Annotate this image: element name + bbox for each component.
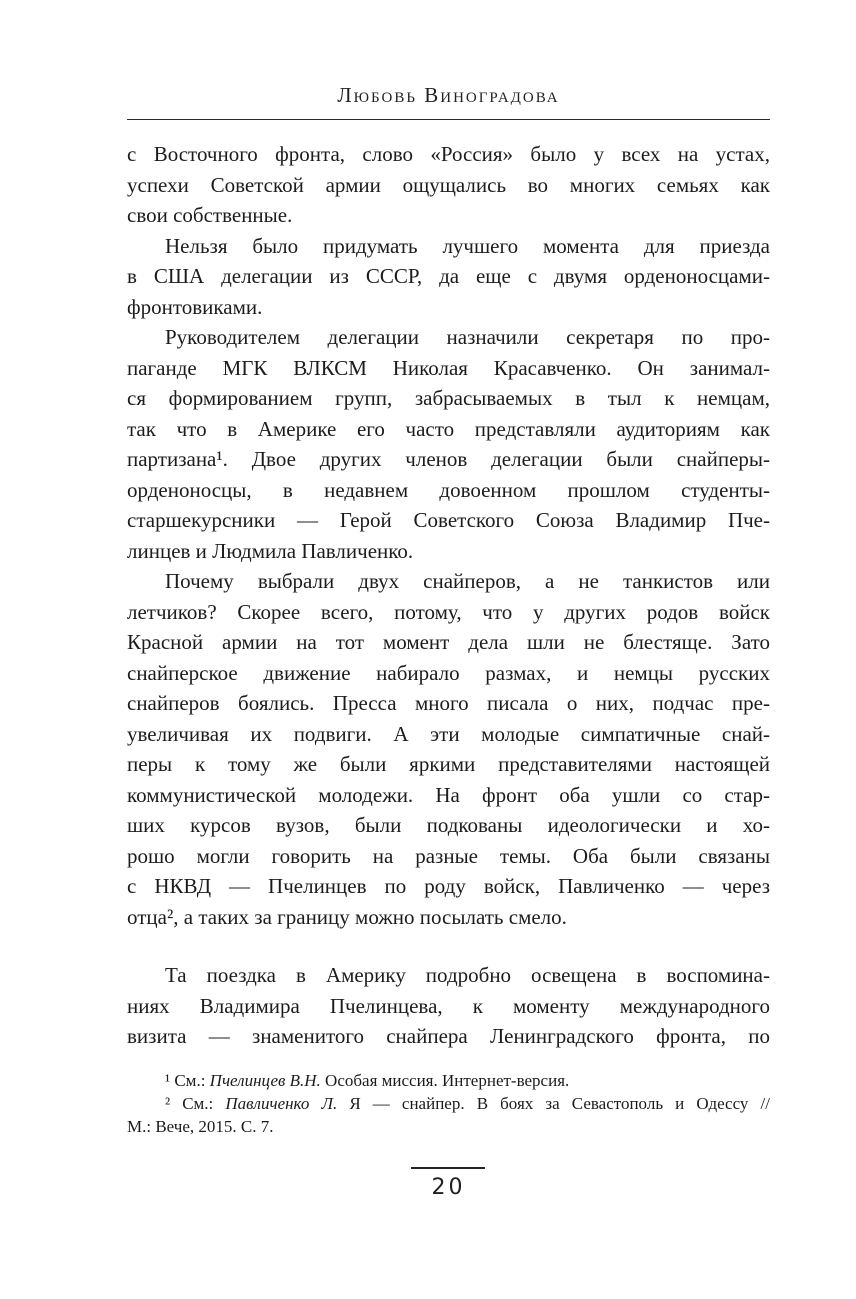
paragraph: [127, 960, 770, 1052]
text-line: рошо могли говорить на разные темы. Оба были связаны: [127, 843, 770, 868]
text-line: визита — знаменитого снайпера Ленинградского фронта, по: [127, 1024, 770, 1048]
text-line: увеличивая их подвиги. А эти молодые симпатичные снай-: [127, 721, 770, 746]
header-rule: [127, 119, 770, 120]
text-line: свои собственные.: [127, 203, 293, 227]
text-line: фронтовиками.: [127, 294, 263, 319]
running-header-author: Любовь Виноградова: [337, 83, 560, 107]
page-body: [127, 139, 770, 1138]
footnote-text: Особая миссия. Интернет-версия.: [320, 1070, 570, 1090]
footnote-marker-prefix: ² См.:: [165, 1093, 226, 1113]
text-line: с Восточного фронта, слово «Россия» было у всех на устах,: [127, 142, 770, 166]
text-line: Нельзя было придумать лучшего момента для приезда: [165, 233, 770, 258]
text-line: старшекурсники — Герой Советского Союза Владимир Пче-: [127, 508, 770, 532]
footnote-source-author: Пчелинцев В.Н.: [209, 1070, 321, 1090]
paragraph: [127, 231, 770, 323]
footnotes: [127, 1069, 770, 1138]
footnote-2: [127, 1092, 770, 1115]
text-line: так что в Америке его часто представляли аудиториям как: [127, 416, 770, 441]
text-line: Красной армии на тот момент дела шли не блестяще. Зато: [127, 630, 770, 654]
text-line: коммунистической молодежи. На фронт оба ушли со стар-: [127, 782, 770, 807]
text-line: успехи Советской армии ощущались во многих семьях как: [127, 172, 770, 197]
text-line: ниях Владимира Пчелинцева, к моменту международного: [127, 993, 770, 1018]
text-line: в США делегации из СССР, да еще с двумя орденоносцами-: [127, 264, 770, 288]
text-line: ших курсов вузов, были подкованы идеологически и хо-: [127, 813, 770, 837]
text-line: партизана¹. Двое других членов делегации были снайперы-: [127, 447, 770, 471]
text-line: снайперов боялись. Пресса много писала о них, подчас пре-: [127, 691, 770, 715]
footnote-source-author: Павличенко Л.: [225, 1093, 338, 1113]
text-line: ся формированием групп, забрасываемых в тыл к немцам,: [127, 386, 770, 410]
text-line: летчиков? Скорее всего, потому, что у других родов войск: [127, 599, 770, 624]
footnote-1: [127, 1069, 770, 1092]
text-line: отца², а таких за границу можно посылать смело.: [127, 904, 567, 929]
page-number: 20: [431, 1175, 466, 1200]
text-line: Руководителем делегации назначили секретаря по про-: [165, 325, 770, 349]
text-line: с НКВД — Пчелинцев по роду войск, Павличенко — через: [127, 874, 770, 898]
text-line: Та поездка в Америку подробно освещена в воспомина-: [165, 963, 770, 987]
footer-rule: [411, 1167, 485, 1169]
paragraph: [127, 139, 770, 231]
footnote-text: Я — снайпер. В боях за Севастополь и Одессу //: [337, 1093, 770, 1113]
text-line: снайперское движение набирало размах, и немцы русских: [127, 660, 770, 685]
text-line: паганде МГК ВЛКСМ Николая Красавченко. Он занимал-: [127, 355, 770, 380]
footnote-2-continuation: М.: Вече, 2015. С. 7.: [127, 1116, 274, 1136]
text-line: линцев и Людмила Павличенко.: [127, 538, 414, 563]
text-line: орденоносцы, в недавнем довоенном прошлом студенты-: [127, 477, 770, 502]
text-line: перы к тому же были яркими представителями настоящей: [127, 752, 770, 776]
paragraph: [127, 322, 770, 566]
paragraph: [127, 566, 770, 932]
text-line: Почему выбрали двух снайперов, а не танкистов или: [165, 569, 770, 593]
footnote-marker-prefix: ¹ См.:: [165, 1070, 210, 1090]
